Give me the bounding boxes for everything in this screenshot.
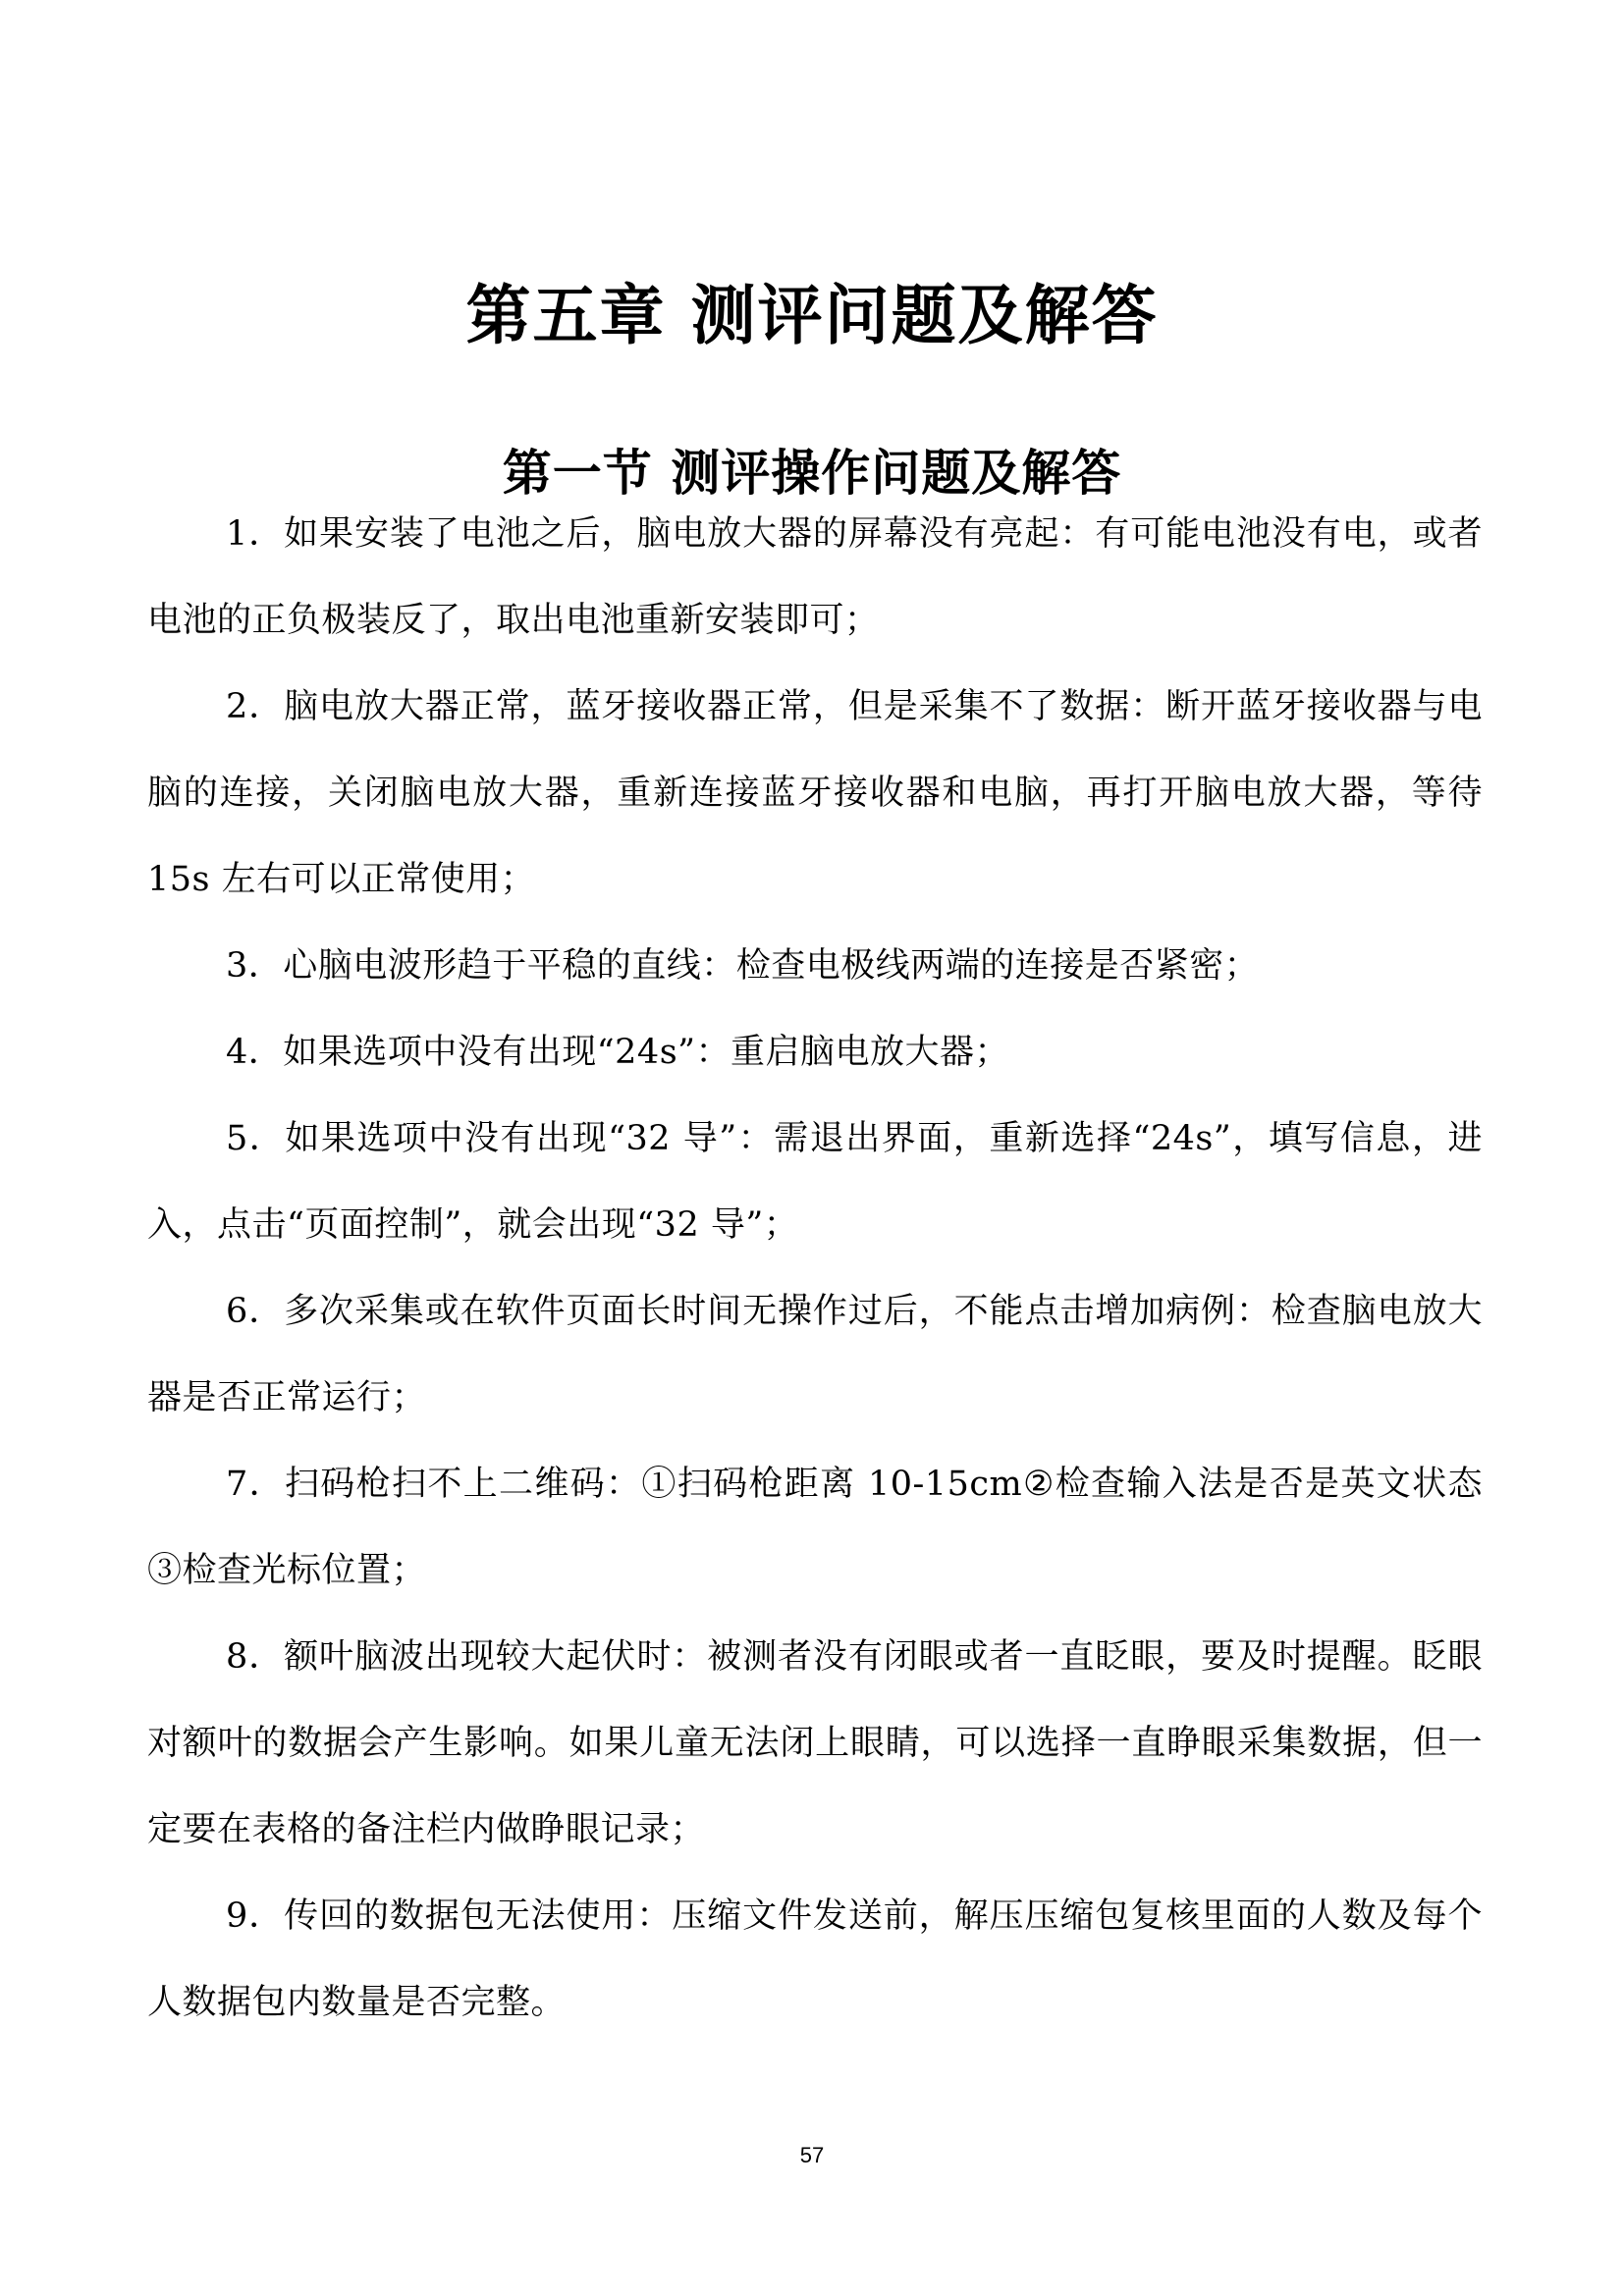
section-title: 第一节 测评操作问题及解答 [502, 444, 1122, 502]
qa-list [147, 491, 1483, 2046]
qa-item-8: 8．额叶脑波出现较大起伏时：被测者没有闭眼或者一直眨眼，要及时提醒。眨眼对额叶的数据会产生影响。如果儿童无法闭上眼睛，可以选择一直睁眼采集数据，但一定要在表格的备注栏内做睁眼记录； [147, 1637, 1483, 1849]
chapter-title: 第五章 测评问题及解答 [465, 278, 1159, 354]
qa-item-7: 7．扫码枪扫不上二维码：①扫码枪距离 10-15cm②检查输入法是否是英文状态③检查光标位置； [147, 1465, 1483, 1590]
qa-item-6: 6．多次采集或在软件页面长时间无操作过后，不能点击增加病例：检查脑电放大器是否正常运行； [147, 1292, 1483, 1417]
qa-item-1: 1．如果安装了电池之后，脑电放大器的屏幕没有亮起：有可能电池没有电，或者电池的正负极装反了，取出电池重新安装即可； [147, 514, 1483, 640]
page-number: 57 [799, 2143, 825, 2167]
qa-item-3: 3．心脑电波形趋于平稳的直线：检查电极线两端的连接是否紧密； [226, 946, 1260, 986]
qa-item-5: 5．如果选项中没有出现“32 导”：需退出界面，重新选择“24s”，填写信息，进入，点击“页面控制”，就会出现“32 导”； [147, 1119, 1483, 1245]
qa-item-9: 9．传回的数据包无法使用：压缩文件发送前，解压压缩包复核里面的人数及每个人数据包内数量是否完整。 [147, 1896, 1483, 2022]
qa-item-2: 2．脑电放大器正常，蓝牙接收器正常，但是采集不了数据：断开蓝牙接收器与电脑的连接，关闭脑电放大器，重新连接蓝牙接收器和电脑，再打开脑电放大器，等待 15s 左右可以正常使用； [147, 687, 1483, 899]
qa-item-4: 4．如果选项中没有出现“24s”：重启脑电放大器； [226, 1033, 1010, 1072]
